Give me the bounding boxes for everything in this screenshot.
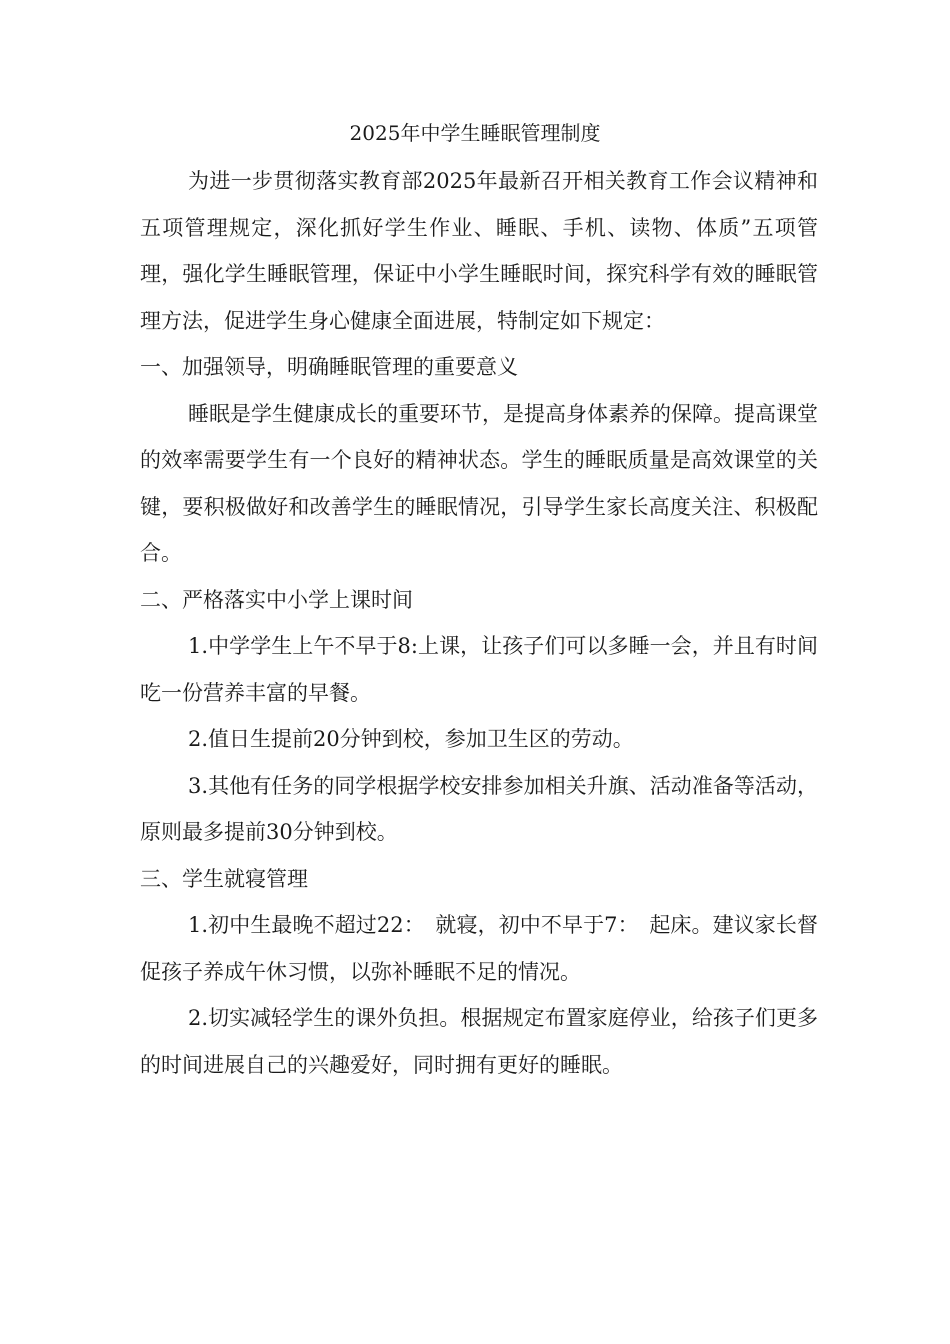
section-1-paragraph-1: 睡眠是学生健康成长的重要环节，是提高身体素养的保障。提高课堂的效率需要学生有一个良好的精神状态。学生的睡眠质量是高效课堂的关键，要积极做好和改善学生的睡眠情况，引导学生家长高度关注、积极配合。 xyxy=(140,401,818,565)
section-2-heading: 二、严格落实中小学上课时间 xyxy=(140,587,413,612)
section-1-heading: 一、加强领导，明确睡眠管理的重要意义 xyxy=(140,355,518,379)
section-2-paragraph-1: 1.中学学生上午不早于8:上课，让孩子们可以多睡一会，并且有时间吃一份营养丰富的早餐。 xyxy=(140,634,818,705)
section-3-paragraph-2: 2.切实减轻学生的课外负担。根据规定布置家庭停业，给孩子们更多的时间进展自己的兴趣爱好，同时拥有更好的睡眠。 xyxy=(140,1006,818,1077)
document-body xyxy=(140,158,818,1088)
section-3-paragraph-1: 1.初中生最晚不超过22： 就寝，初中不早于7： 起床。建议家长督促孩子养成午休习惯，以弥补睡眠不足的情况。 xyxy=(140,913,818,984)
intro-paragraph: 为进一步贯彻落实教育部2025年最新召开相关教育工作会议精神和五项管理规定，深化抓好学生作业、睡眠、手机、读物、体质”五项管理，强化学生睡眠管理，保证中小学生睡眠时间，探究科学有效的睡眠管理方法，促进学生身心健康全面进展，特制定如下规定： xyxy=(140,169,818,333)
document-title: 2025年中学生睡眠管理制度 xyxy=(349,121,601,145)
section-3-heading: 三、学生就寝管理 xyxy=(140,866,308,891)
section-2-paragraph-2: 2.值日生提前20分钟到校，参加卫生区的劳动。 xyxy=(188,727,634,751)
section-2-paragraph-3: 3.其他有任务的同学根据学校安排参加相关升旗、活动准备等活动，原则最多提前30分钟到校。 xyxy=(140,773,818,844)
